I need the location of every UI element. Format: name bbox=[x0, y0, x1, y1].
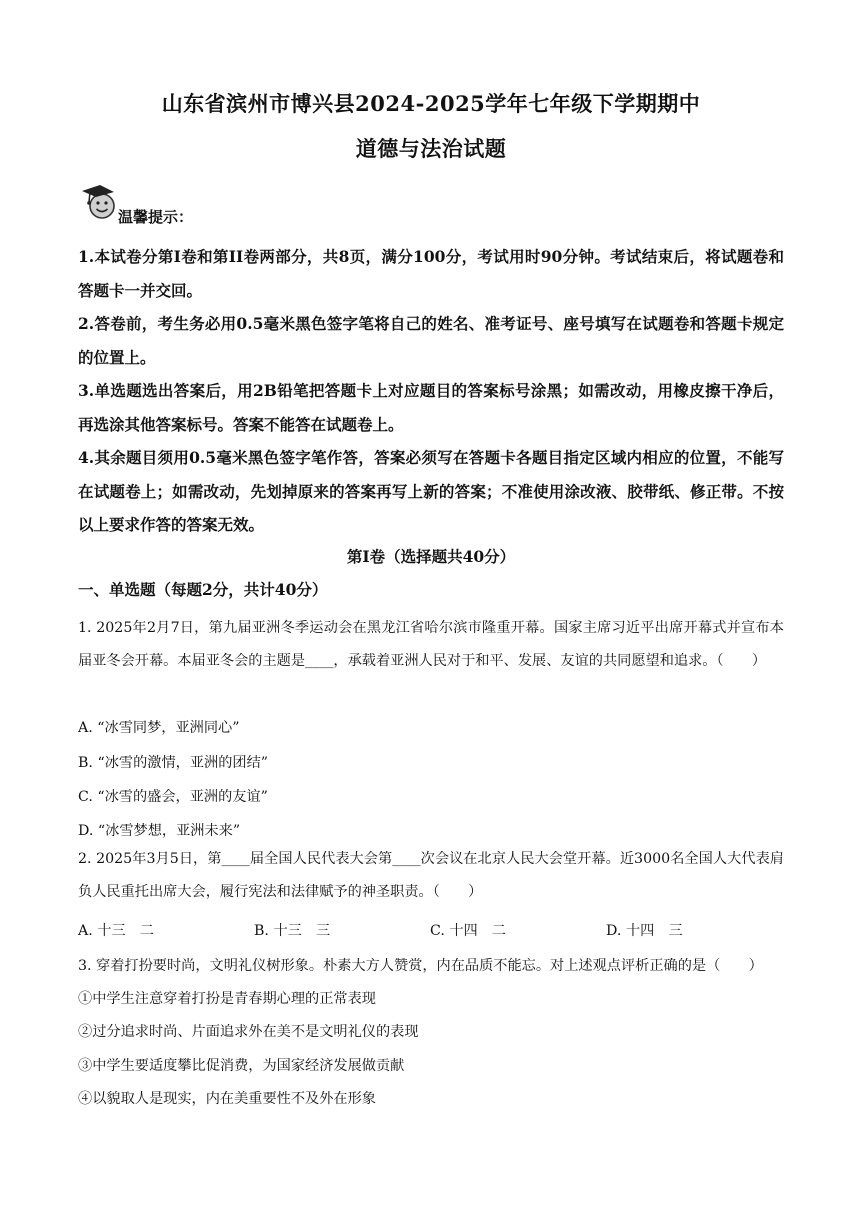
instruction-item: 1.本试卷分第Ⅰ卷和第II卷两部分，共8页，满分100分，考试用时90分钟。考试结束后，将试题卷和答题卡一并交回。 bbox=[78, 247, 784, 300]
instructions bbox=[78, 240, 784, 542]
question-2-option-c: C. 十四 二 bbox=[430, 923, 507, 939]
question-3-statement-1: ①中学生注意穿着打扮是青春期心理的正常表现 bbox=[78, 991, 376, 1007]
exam-title-line2: 道德与法治试题 bbox=[355, 136, 507, 161]
question-3-statement-3: ③中学生要适度攀比促消费，为国家经济发展做贡献 bbox=[78, 1058, 405, 1074]
instruction-item: 4.其余题目须用0.5毫米黑色签字笔作答，答案必须写在答题卡各题目指定区域内相应的位置，不能写在试题卷上；如需改动，先划掉原来的答案再写上新的答案；不准使用涂改液、胶带纸、修正带。不按以上要求作答的答案无效。 bbox=[78, 448, 784, 534]
question-1-option-d: D. “冰雪梦想，亚洲未来” bbox=[78, 823, 241, 839]
part-title: 一、单选题（每题2分，共计40分） bbox=[78, 580, 328, 599]
question-2-option-d: D. 十四 三 bbox=[606, 923, 683, 939]
question-3-statement-2: ②过分追求时尚、片面追求外在美不是文明礼仪的表现 bbox=[78, 1024, 419, 1040]
question-1-option-c: C. “冰雪的盛会，亚洲的友谊” bbox=[78, 789, 268, 805]
question-1-option-a: A. “冰雪同梦，亚洲同心” bbox=[78, 720, 240, 736]
question-1-stem: 1. 2025年2月7日，第九届亚洲冬季运动会在黑龙江省哈尔滨市隆重开幕。国家主席习近平出席开幕式并宣布本届亚冬会开幕。本届亚冬会的主题是____，承载着亚洲人民对于和平、发展、友谊的共同愿望和追求。（ ） bbox=[78, 620, 784, 669]
instruction-item: 2.答卷前，考生务必用0.5毫米黑色签字笔将自己的姓名、准考证号、座号填写在试题卷和答题卡规定的位置上。 bbox=[78, 314, 784, 367]
question-2-option-b: B. 十三 三 bbox=[254, 923, 331, 939]
exam-title-line1: 山东省滨州市博兴县2024-2025学年七年级下学期期中 bbox=[161, 91, 701, 116]
tips-label: 温馨提示： bbox=[118, 208, 194, 226]
question-2-options bbox=[78, 920, 784, 940]
instruction-item: 3.单选题选出答案后，用2B铅笔把答题卡上对应题目的答案标号涂黑；如需改动，用橡皮擦干净后，再选涂其他答案标号。答案不能答在试题卷上。 bbox=[78, 381, 784, 434]
question-1-option-b: B. “冰雪的激情，亚洲的团结” bbox=[78, 755, 269, 771]
question-3-stem: 3. 穿着打扮要时尚，文明礼仪树形象。朴素大方人赞赏，内在品质不能忘。对上述观点评析正确的是（ ） bbox=[78, 958, 763, 974]
question-2-stem: 2. 2025年3月5日，第____届全国人民代表大会第____次会议在北京人民大会堂开幕。近3000名全国人大代表肩负人民重托出席大会，履行宪法和法律赋予的神圣职责。（ ） bbox=[78, 851, 784, 900]
question-2-option-a: A. 十三 二 bbox=[78, 923, 155, 939]
question-3-statement-4: ④以貌取人是现实，内在美重要性不及外在形象 bbox=[78, 1091, 376, 1107]
section-title: 第Ⅰ卷（选择题共40分） bbox=[346, 547, 516, 566]
smiley-graduate-icon bbox=[78, 182, 118, 222]
